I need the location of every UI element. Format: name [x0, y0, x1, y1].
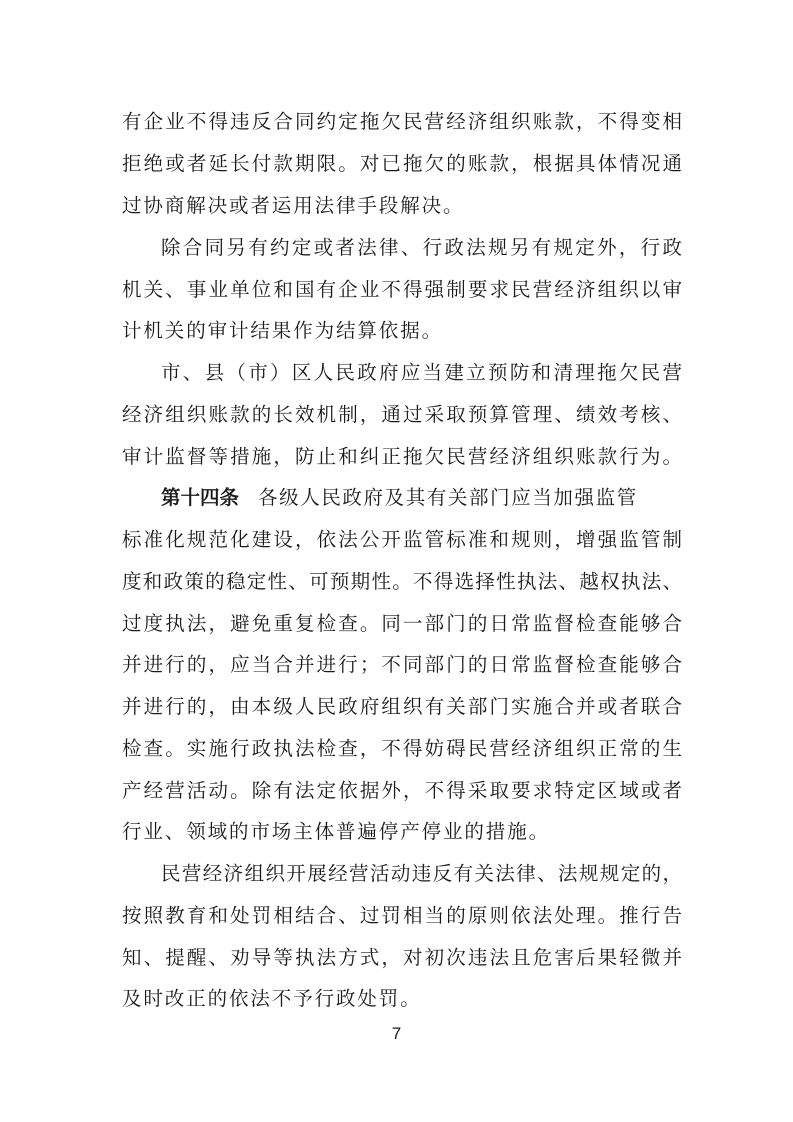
- text-line: 市、县（市）区人民政府应当建立预防和清理拖欠民营: [161, 361, 682, 384]
- article-first-line: [161, 478, 682, 518]
- text-line: 按照教育和处罚相结合、过罚相当的原则依法处理。推行告: [122, 904, 682, 927]
- text-line: 检查。实施行政执法检查，不得妨碍民营经济组织正常的生: [122, 737, 682, 760]
- text-line: 经济组织账款的长效机制，通过采取预算管理、绩效考核、: [122, 403, 682, 426]
- text-line: 民营经济组织开展经营活动违反有关法律、法规规定的，: [161, 862, 682, 885]
- text-line: 审计监督等措施，防止和纠正拖欠民营经济组织账款行为。: [122, 445, 682, 468]
- article-number: 第十四条: [161, 486, 240, 509]
- text-line: 过度执法，避免重复检查。同一部门的日常监督检查能够合: [122, 612, 682, 635]
- text-line: 过协商解决或者运用法律手段解决。: [122, 194, 465, 217]
- text-line: 有企业不得违反合同约定拖欠民营经济组织账款，不得变相: [122, 110, 682, 133]
- text-line: 除合同另有约定或者法律、行政法规另有规定外，行政: [161, 236, 682, 259]
- text-line: 并进行的，应当合并进行；不同部门的日常监督检查能够合: [122, 653, 682, 676]
- text-line: 计机关的审计结果作为结算依据。: [122, 319, 444, 342]
- text-line: 机关、事业单位和国有企业不得强制要求民营经济组织以审: [122, 278, 682, 301]
- text-line: 各级人民政府及其有关部门应当加强监管: [258, 486, 638, 509]
- text-line: 行业、领域的市场主体普遍停产停业的措施。: [122, 820, 551, 843]
- text-line: 产经营活动。除有法定依据外，不得采取要求特定区域或者: [122, 779, 682, 802]
- text-line: 并进行的，由本级人民政府组织有关部门实施合并或者联合: [122, 695, 682, 718]
- page-number: 7: [391, 1024, 402, 1043]
- text-line: 度和政策的稳定性、可预期性。不得选择性执法、越权执法、: [122, 570, 682, 593]
- text-line: 知、提醒、劝导等执法方式，对初次违法且危害后果轻微并: [122, 946, 682, 969]
- text-line: 及时改正的依法不予行政处罚。: [122, 987, 422, 1010]
- text-line: 拒绝或者延长付款期限。对已拖欠的账款，根据具体情况通: [122, 152, 682, 175]
- text-line: 标准化规范化建设，依法公开监管标准和规则，增强监管制: [122, 528, 682, 551]
